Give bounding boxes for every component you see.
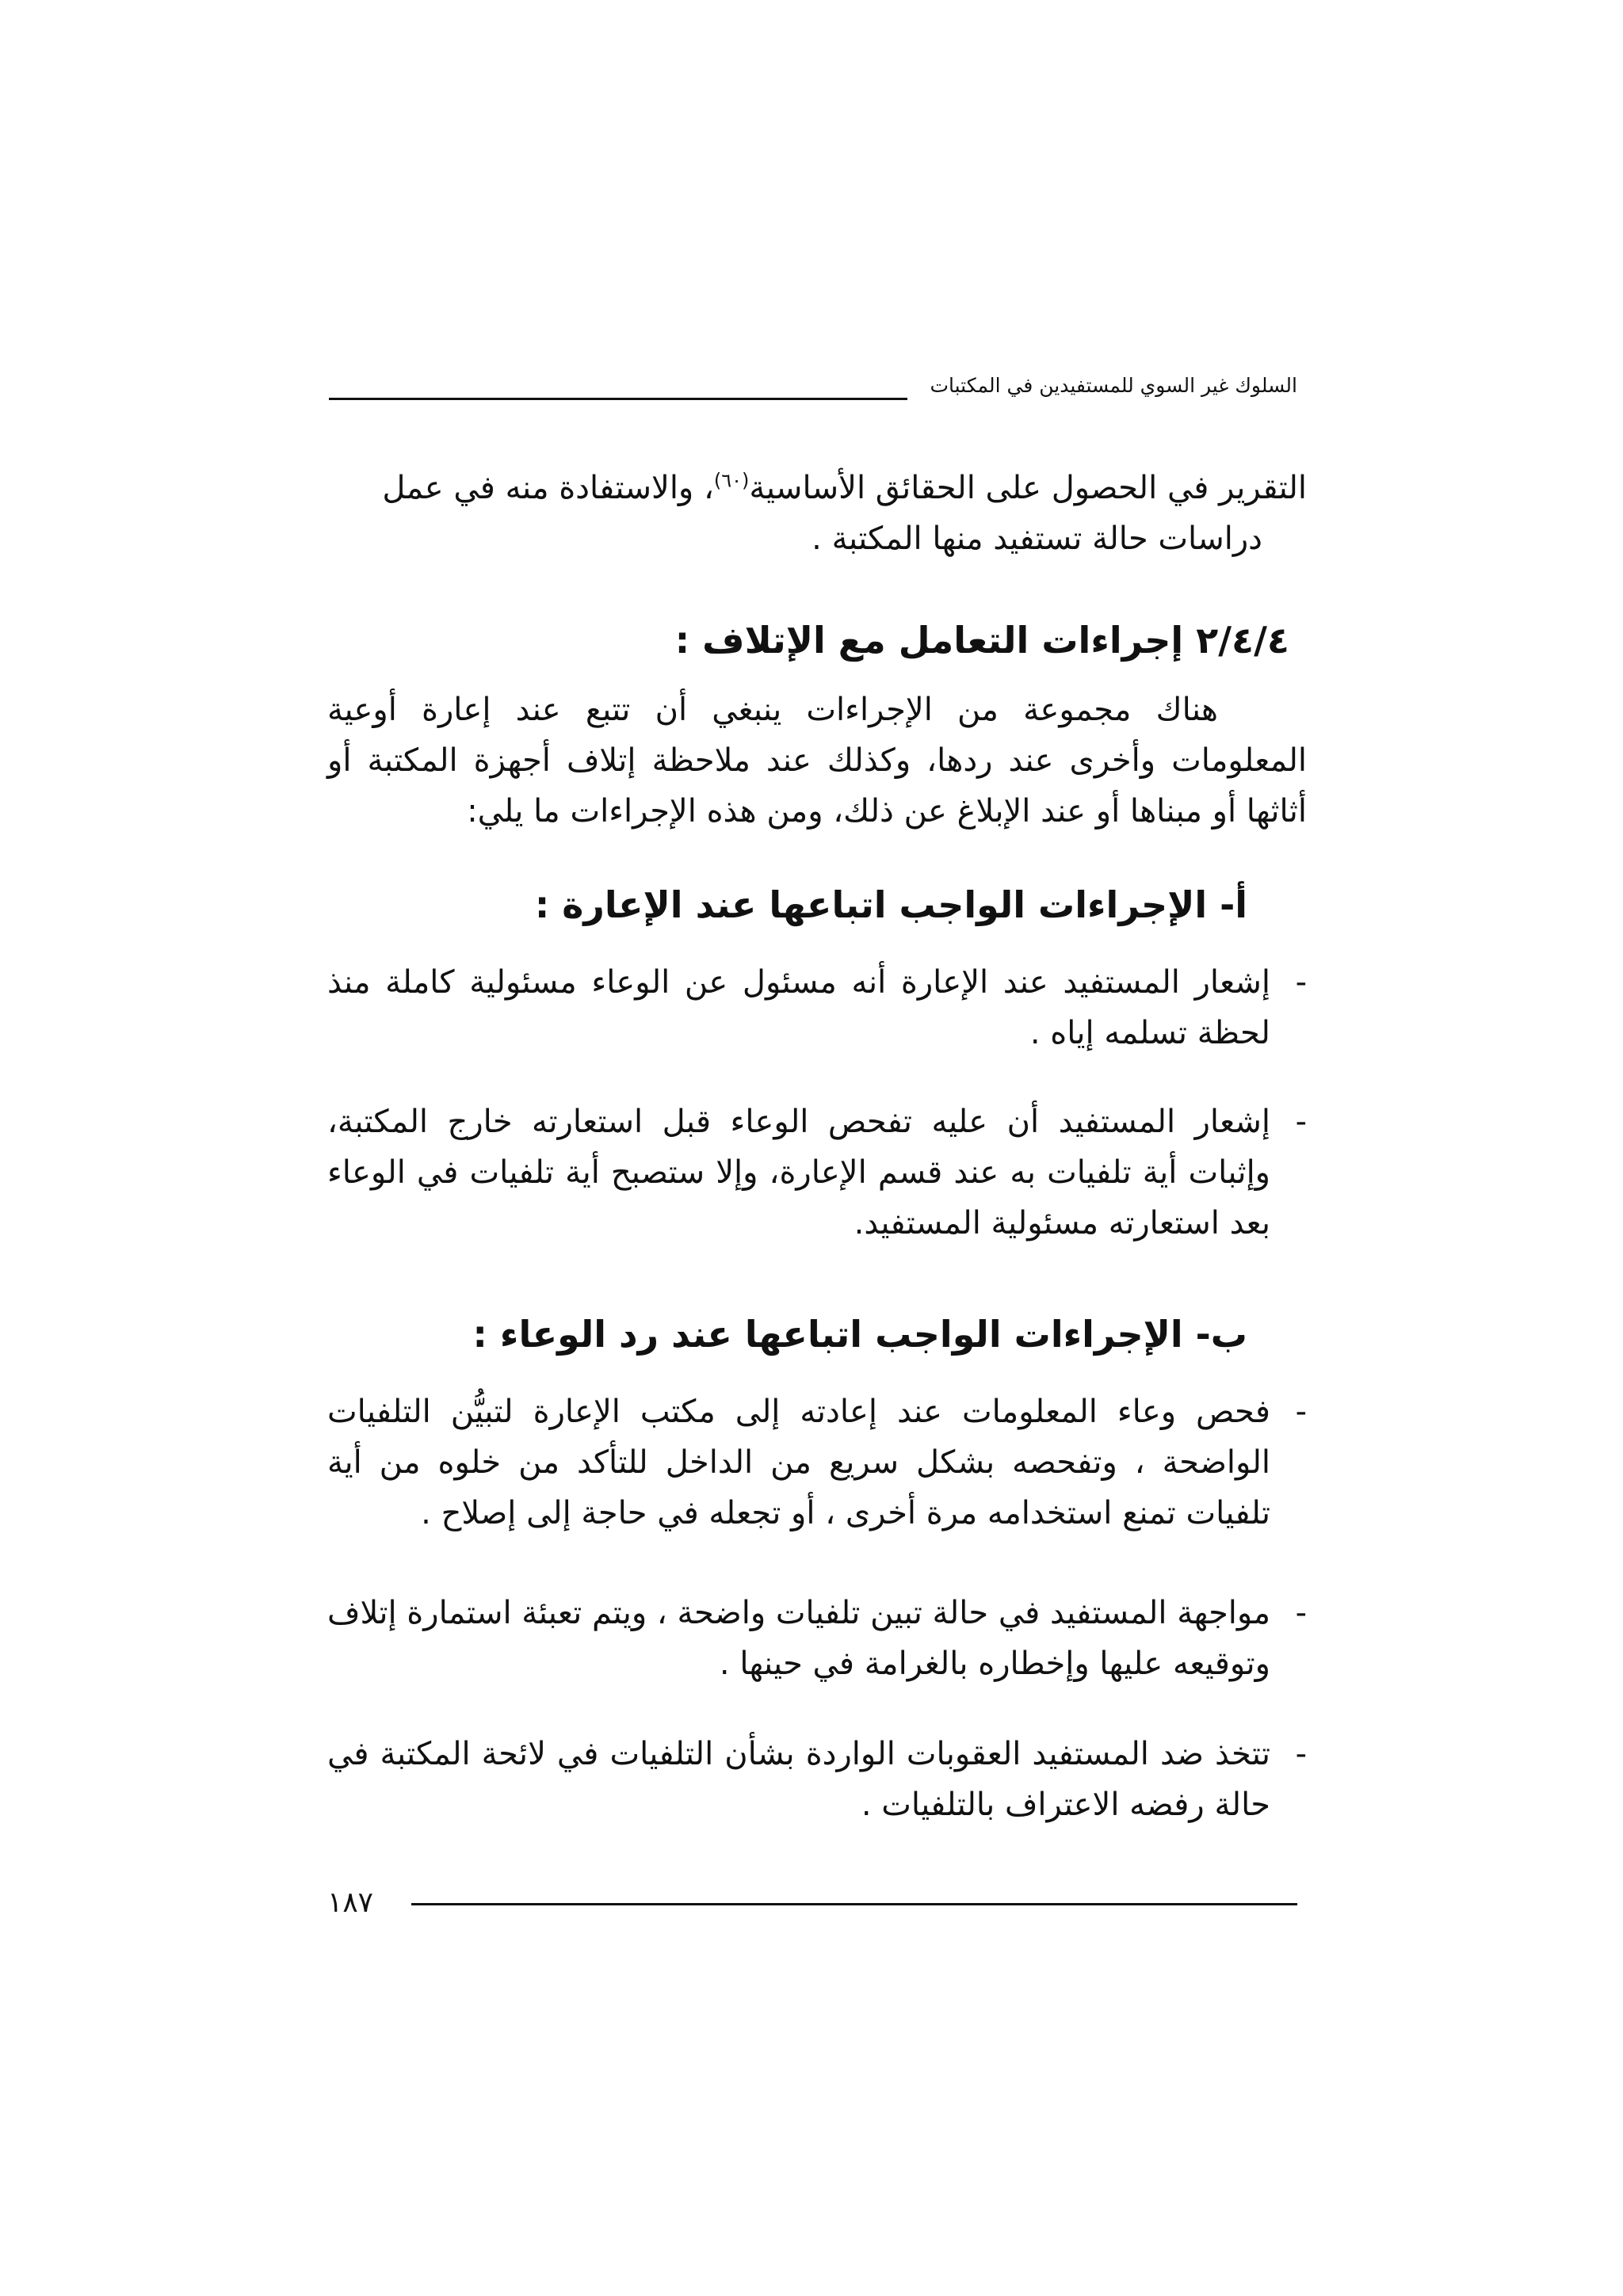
page-footer <box>327 1886 1297 1924</box>
sub-b-heading-block <box>327 1309 1307 1360</box>
list-dash: - <box>1295 1394 1307 1430</box>
sub-a-item <box>327 957 1307 1058</box>
sub-a-item-text: إشعار المستفيد عند الإعارة أنه مسئول عن الوعاء مسئولية كاملة منذ لحظة تسلمه إياه . <box>327 964 1270 1051</box>
section-paragraph-block <box>327 685 1307 837</box>
sub-b-item <box>327 1386 1307 1539</box>
sub-b-item <box>327 1588 1307 1689</box>
list-dash: - <box>1295 1104 1307 1140</box>
running-header <box>329 372 1297 407</box>
intro-line-2: دراسات حالة تستفيد منها المكتبة . <box>812 521 1262 557</box>
intro-line-1 <box>327 463 1307 513</box>
sub-a-heading: أ- الإجراءات الواجب اتباعها عند الإعارة : <box>534 883 1247 926</box>
intro-text-end: ، والاستفادة منه في عمل <box>382 470 714 506</box>
footnote-reference: (٦٠) <box>713 469 750 492</box>
sub-b-item-2-block <box>327 1588 1307 1689</box>
sub-b-heading: ب- الإجراءات الواجب اتباعها عند رد الوعاء : <box>472 1313 1247 1356</box>
footer-rule <box>411 1903 1297 1905</box>
sub-a-heading-block <box>327 879 1307 930</box>
header-rule <box>329 398 907 400</box>
running-header-title: السلوك غير السوي للمستفيدين في المكتبات <box>930 374 1297 397</box>
list-dash: - <box>1295 1595 1307 1631</box>
intro-text: التقرير في الحصول على الحقائق الأساسية <box>749 470 1307 506</box>
sub-b-item-text: تتخذ ضد المستفيد العقوبات الواردة بشأن التلفيات في لائحة المكتبة في حالة رفضه الاعتراف بالتلفيات . <box>327 1736 1270 1823</box>
sub-b-item-1-block <box>327 1386 1307 1539</box>
section-paragraph: هناك مجموعة من الإجراءات ينبغي أن تتبع عند إعارة أوعية المعلومات وأخرى عند ردها، وكذلك عند ملاحظة إتلاف أجهزة المكتبة أو أثاثها أو مبناها أو عند الإبلاغ عن ذلك، ومن هذه الإجراءات ما يلي: <box>327 692 1307 830</box>
intro-paragraph <box>327 463 1307 564</box>
section-heading-block <box>327 615 1307 666</box>
sub-b-item <box>327 1729 1307 1830</box>
sub-b-item-3-block <box>327 1729 1307 1830</box>
list-dash: - <box>1295 964 1307 1001</box>
sub-a-item-1-block <box>327 957 1307 1058</box>
page-number: ١٨٧ <box>327 1886 374 1919</box>
sub-a-item-2-block <box>327 1097 1307 1249</box>
list-dash: - <box>1295 1736 1307 1772</box>
sub-b-item-text: مواجهة المستفيد في حالة تبين تلفيات واضحة ، ويتم تعبئة استمارة إتلاف وتوقيعه عليها وإخطاره بالغرامة في حينها . <box>327 1595 1270 1682</box>
sub-b-item-text: فحص وعاء المعلومات عند إعادته إلى مكتب الإعارة لتبيُّن التلفيات الواضحة ، وتفحصه بشكل سريع من الداخل للتأكد من خلوه من أية تلفيات تمنع استخدامه مرة أخرى ، أو تجعله في حاجة إلى إصلاح . <box>327 1394 1270 1531</box>
sub-a-item-text: إشعار المستفيد أن عليه تفحص الوعاء قبل استعارته خارج المكتبة، وإثبات أية تلفيات به عند قسم الإعارة، وإلا ستصبح أية تلفيات في الوعاء بعد استعارته مسئولية المستفيد. <box>327 1104 1270 1241</box>
section-heading: ٢/٤/٤ إجراءات التعامل مع الإتلاف : <box>674 619 1289 662</box>
sub-a-item <box>327 1097 1307 1249</box>
